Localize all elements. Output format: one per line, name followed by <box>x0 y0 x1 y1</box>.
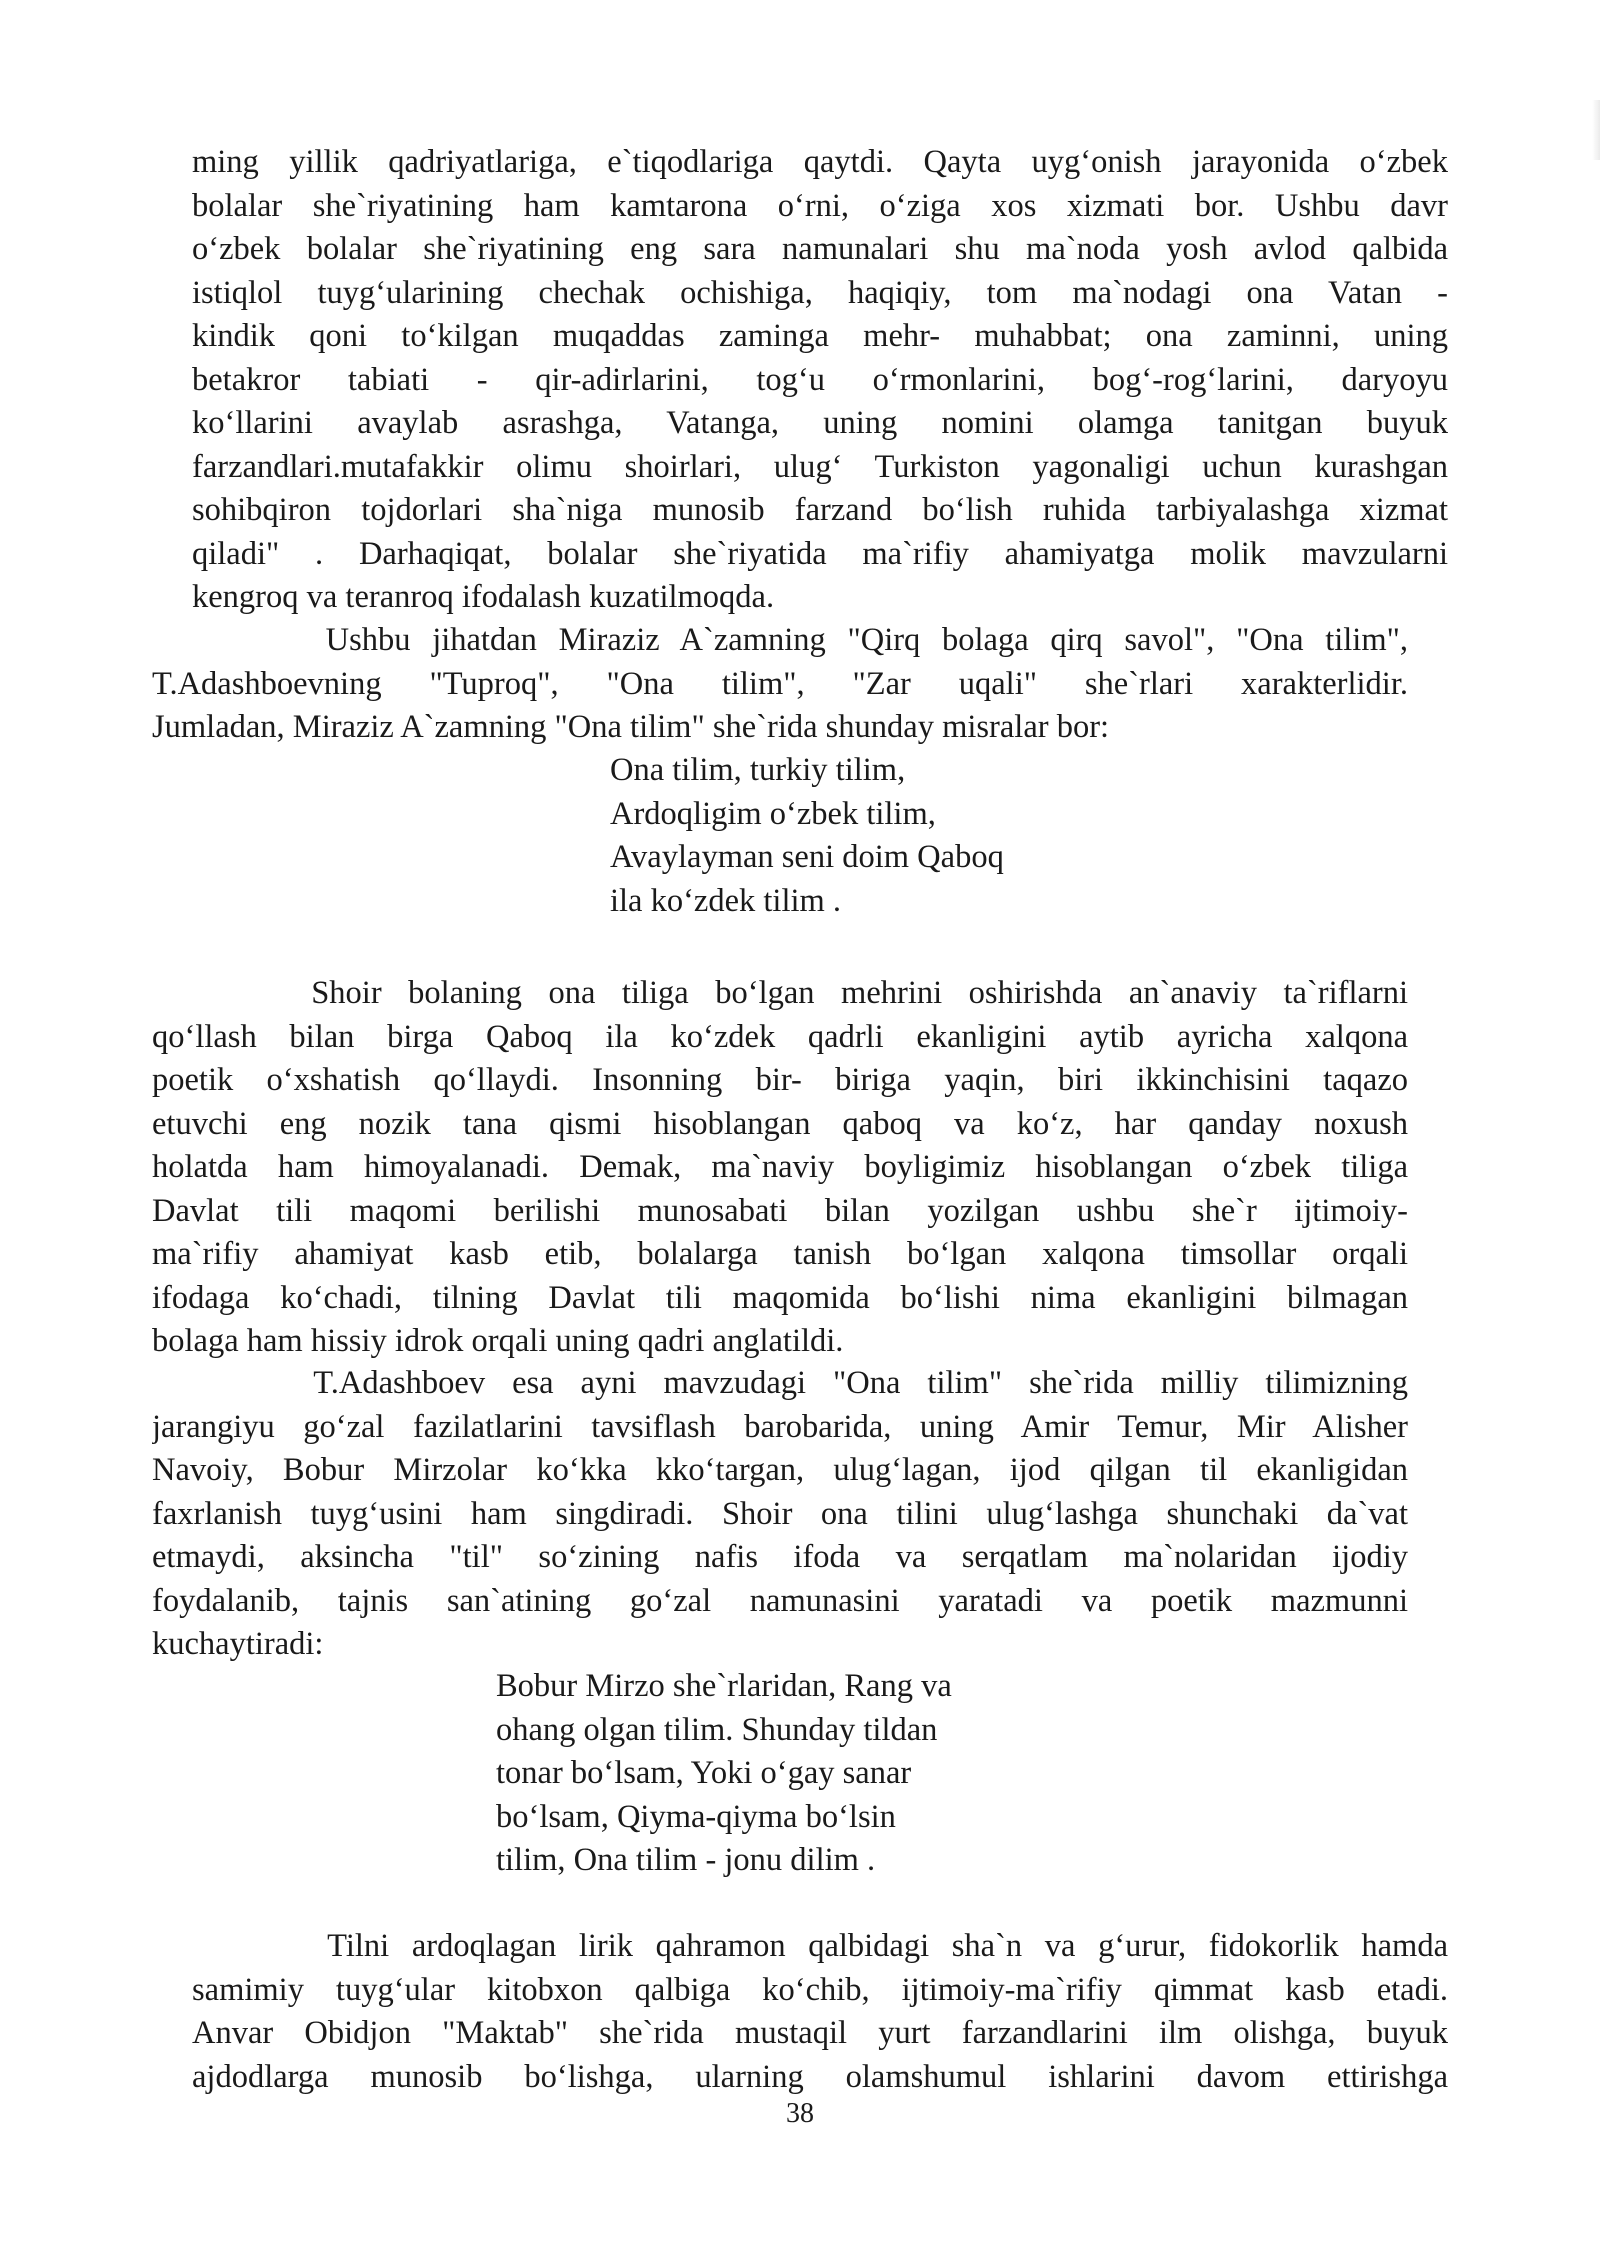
text-line: T.Adashboevning "Tuproq", "Ona tilim", "Zar uqali" she`rlari xarakterlidir. <box>152 665 1408 702</box>
text-line: samimiy tuyg‘ular kitobxon qalbiga ko‘chib, ijtimoiy-ma`rifiy qimmat kasb etadi. <box>192 1971 1448 2008</box>
paragraph-4 <box>152 1362 1408 1667</box>
paragraph-5 <box>192 1925 1448 2099</box>
text-line: etmaydi, aksincha "til" so‘zining nafis ifoda va serqatlam ma`nolaridan ijodiy <box>152 1539 1408 1575</box>
text-line: bolalar she`riyatining ham kamtarona o‘rni, o‘ziga xos xizmati bor. Ushbu davr <box>192 187 1448 224</box>
text-line: foydalanib, tajnis san`atining go‘zal namunasini yaratadi va poetik mazmunni <box>152 1582 1408 1619</box>
poem-quote-2 <box>496 1665 952 1883</box>
text-line: ma`rifiy ahamiyat kasb etib, bolalarga tanish bo‘lgan xalqona timsollar orqali <box>152 1236 1408 1272</box>
text-line: etuvchi eng nozik tana qismi hisoblangan qaboq va ko‘z, har qanday noxush <box>152 1105 1408 1142</box>
text-line: Tilni ardoqlagan lirik qahramon qalbidagi sha`n va g‘urur, fidokorlik hamda <box>192 1928 1448 1964</box>
text-line: T.Adashboev esa ayni mavzudagi "Ona tilim" she`rida milliy tilimizning <box>152 1365 1408 1401</box>
text-line: o‘zbek bolalar she`riyatining eng sara namunalari shu ma`noda yosh avlod qalbida <box>192 231 1448 267</box>
paragraph-3 <box>152 972 1408 1364</box>
paragraph-1 <box>192 141 1448 620</box>
text-line: kindik qoni to‘kilgan muqaddas zaminga mehr- muhabbat; ona zaminni, uning <box>192 318 1448 354</box>
text-line: kuchaytiradi: <box>152 1626 324 1662</box>
poem-line: tilim, Ona tilim - jonu dilim . <box>496 1842 876 1878</box>
poem-line: ohang olgan tilim. Shunday tildan <box>496 1711 938 1748</box>
text-line: Jumladan, Miraziz A`zamning "Ona tilim" she`rida shunday misralar bor: <box>152 709 1110 745</box>
poem-line: Ardoqligim o‘zbek tilim, <box>610 795 936 832</box>
text-line: holatda ham himoyalanadi. Demak, ma`naviy boyligimiz hisoblangan o‘zbek tiliga <box>152 1149 1408 1185</box>
text-line: Ushbu jihatdan Miraziz A`zamning "Qirq bolaga qirq savol", "Ona tilim", <box>152 622 1408 658</box>
poem-line: Avaylayman seni doim Qaboq <box>610 839 1004 875</box>
text-line: jarangiyu go‘zal fazilatlarini tavsiflash barobarida, uning Amir Temur, Mir Alisher <box>152 1408 1408 1445</box>
text-line: kengroq va teranroq ifodalash kuzatilmoqda. <box>192 579 775 615</box>
text-line: Anvar Obidjon "Maktab" she`rida mustaqil yurt farzandlarini ilm olishga, buyuk <box>192 2015 1448 2051</box>
poem-quote-1 <box>610 749 1004 923</box>
text-line: Davlat tili maqomi berilishi munosabati bilan yozilgan ushbu she`r ijtimoiy- <box>152 1192 1408 1229</box>
text-line: betakror tabiati - qir-adirlarini, tog‘u o‘rmonlarini, bog‘-rog‘larini, daryoyu <box>192 361 1448 398</box>
poem-line: bo‘lsam, Qiyma-qiyma bo‘lsin <box>496 1798 896 1835</box>
text-line: faxrlanish tuyg‘usini ham singdiradi. Shoir ona tilini ulug‘lashga shunchaki da`vat <box>152 1495 1408 1532</box>
poem-line: ila ko‘zdek tilim . <box>610 882 842 919</box>
text-line: ajdodlarga munosib bo‘lishga, ularning olamshumul ishlarini davom ettirishga <box>192 2058 1448 2095</box>
text-line: sohibqiron tojdorlari sha`niga munosib farzand bo‘lish ruhida tarbiyalashga xizmat <box>192 492 1448 528</box>
text-line: ko‘llarini avaylab asrashga, Vatanga, uning nomini olamga tanitgan buyuk <box>192 405 1448 441</box>
text-line: qiladi" . Darhaqiqat, bolalar she`riyatida ma`rifiy ahamiyatga molik mavzularni <box>192 535 1448 572</box>
page-number: 38 <box>786 2098 814 2129</box>
page-edge-shadow <box>1592 100 1600 160</box>
text-line: qo‘llash bilan birga Qaboq ila ko‘zdek qadrli ekanligini aytib ayricha xalqona <box>152 1018 1408 1055</box>
text-line: poetik o‘xshatish qo‘llaydi. Insonning bir- biriga yaqin, biri ikkinchisini taqazo <box>152 1062 1408 1098</box>
text-line: Shoir bolaning ona tiliga bo‘lgan mehrini oshirishda an`anaviy ta`riflarni <box>152 975 1408 1011</box>
text-line: ming yillik qadriyatlariga, e`tiqodlariga qaytdi. Qayta uyg‘onish jarayonida o‘zbek <box>192 144 1448 180</box>
poem-line: tonar bo‘lsam, Yoki o‘gay sanar <box>496 1755 912 1791</box>
text-line: istiqlol tuyg‘ularining chechak ochishiga, haqiqiy, tom ma`nodagi ona Vatan - <box>192 274 1448 311</box>
poem-line: Ona tilim, turkiy tilim, <box>610 752 906 788</box>
poem-line: Bobur Mirzo she`rlaridan, Rang va <box>496 1668 952 1704</box>
text-line: ifodaga ko‘chadi, tilning Davlat tili maqomida bo‘lishi nima ekanligini bilmagan <box>152 1279 1408 1316</box>
text-line: bolaga ham hissiy idrok orqali uning qadri anglatildi. <box>152 1323 844 1359</box>
paragraph-2 <box>152 619 1408 750</box>
text-line: Navoiy, Bobur Mirzolar ko‘kka kko‘targan, ulug‘lagan, ijod qilgan til ekanligidan <box>152 1452 1408 1488</box>
text-line: farzandlari.mutafakkir olimu shoirlari, ulug‘ Turkiston yagonaligi uchun kurashgan <box>192 448 1448 485</box>
